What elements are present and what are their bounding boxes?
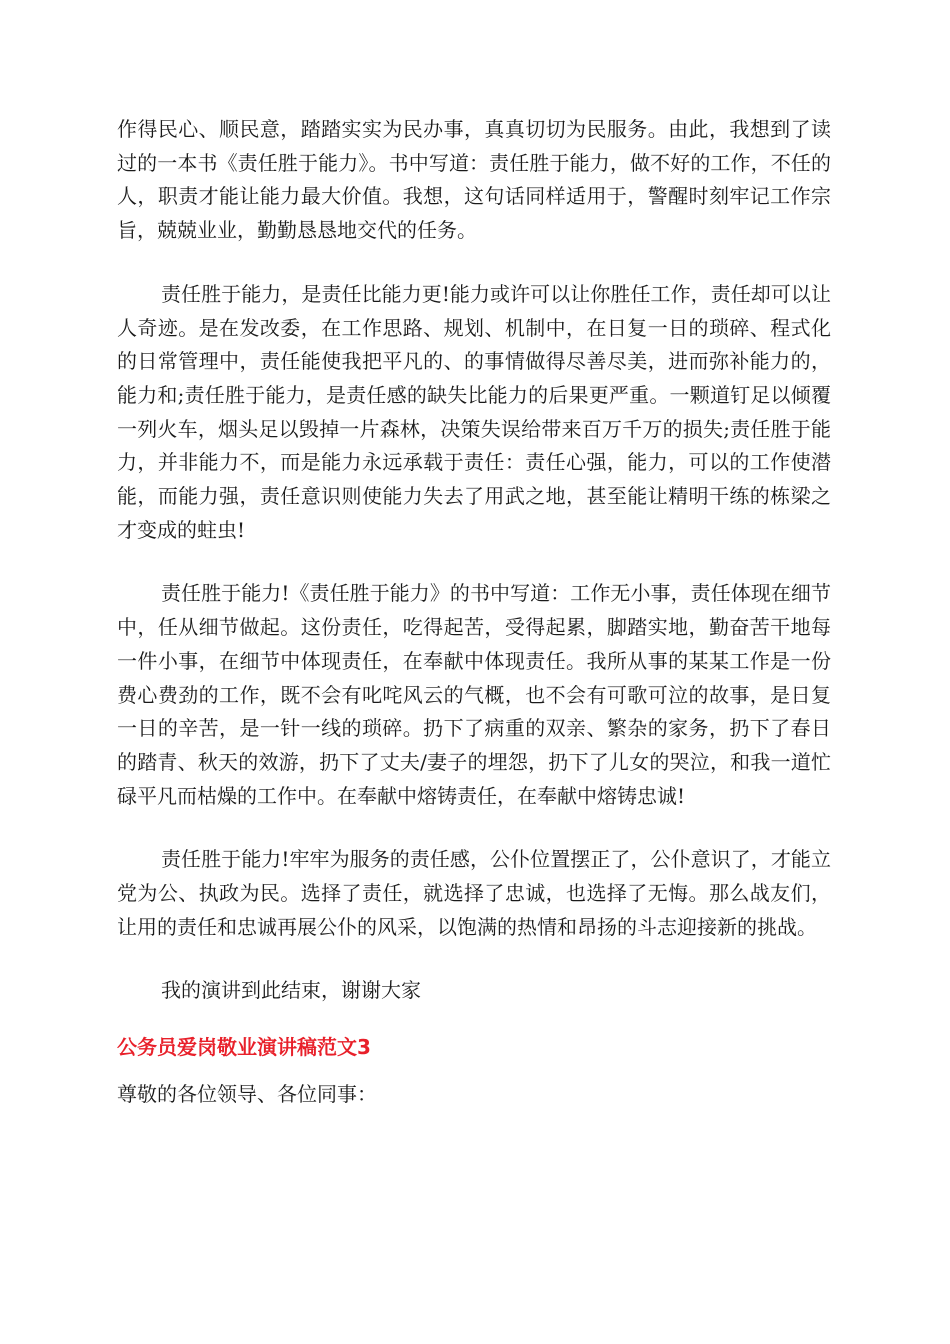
paragraph-4: 责任胜于能力!牢牢为服务的责任感，公仆位置摆正了，公仆意识了，才能立党为公、执政为民。选择了责任，就选择了忠诚，也选择了无悔。那么战友们，让用的责任和忠诚再展公仆的风采，以饱满的热情和昂扬的斗志迎接新的挑战。 [117,847,831,939]
section-title: 公务员爱岗敬业演讲稿范文3 [117,1035,371,1060]
closing-line: 我的演讲到此结束，谢谢大家 [161,978,421,1003]
paragraph-1: 作得民心、顺民意，踏踏实实为民办事，真真切切为民服务。由此，我想到了读过的一本书《责任胜于能力》。书中写道：责任胜于能力，做不好的工作，不任的人，职责才能让能力最大价值。我想，这句话同样适用于，警醒时刻牢记工作宗旨，兢兢业业，勤勤恳恳地交代的任务。 [117,117,831,243]
paragraph-3: 责任胜于能力!《责任胜于能力》的书中写道：工作无小事，责任体现在细节中，任从细节做起。这份责任，吃得起苦，受得起累，脚踏实地，勤奋苦干地每一件小事，在细节中体现责任，在奉献中体现责任。我所从事的某某工作是一份费心费劲的工作，既不会有叱咤风云的气概，也不会有可歌可泣的故事，是日复一日的辛苦，是一针一线的琐碎。扔下了病重的双亲、繁杂的家务，扔下了春日的踏青、秋天的效游，扔下了丈夫/妻子的埋怨，扔下了儿女的哭泣，和我一道忙碌平凡而枯燥的工作中。在奉献中熔铸责任，在奉献中熔铸忠诚! [117,581,831,808]
paragraph-2: 责任胜于能力，是责任比能力更!能力或许可以让你胜任工作，责任却可以让人奇迹。是在发改委，在工作思路、规划、机制中，在日复一日的琐碎、程式化的日常管理中，责任能使我把平凡的、的事情做得尽善尽美，进而弥补能力的，能力和;责任胜于能力，是责任感的缺失比能力的后果更严重。一颗道钉足以倾覆一列火车，烟头足以毁掉一片森林，决策失误给带来百万千万的损失;责任胜于能力，并非能力不，而是能力永远承载于责任：责任心强，能力，可以的工作使潜能，而能力强，责任意识则使能力失去了用武之地，甚至能让精明干练的栋梁之才变成的蛀虫! [117,281,831,542]
document-body [117,113,831,1111]
greeting-line: 尊敬的各位领导、各位同事： [117,1082,377,1107]
